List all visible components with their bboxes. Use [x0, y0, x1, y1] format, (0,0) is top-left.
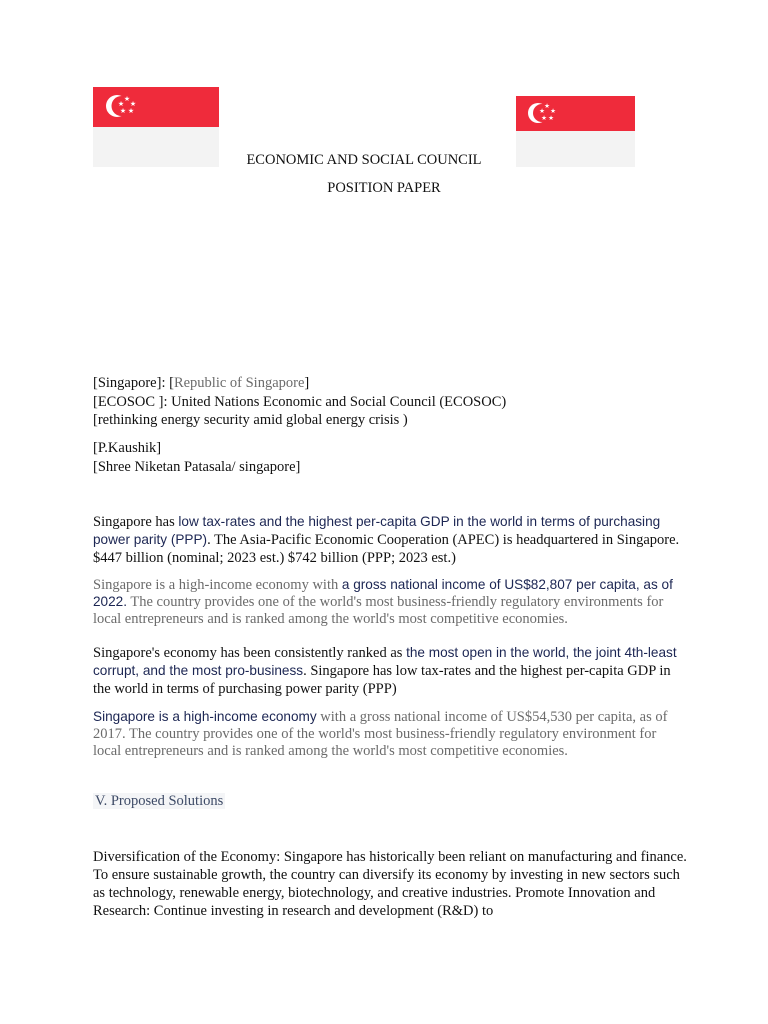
p2-text-c: The country provides one of the world's most business-friendly regulatory environments for local entrepreneurs and is ranked among the world's most competitive economies. [93, 593, 664, 627]
p1-text-a: Singapore has [93, 514, 179, 530]
paragraph-3 [93, 644, 683, 698]
school-name: [Shree Niketan Patasala/ singapore] [93, 458, 301, 475]
svg-text:★: ★ [123, 95, 131, 103]
country-close: ] [304, 375, 310, 391]
paragraph-2 [93, 577, 683, 627]
meta-block [93, 374, 683, 430]
p1-text-c: . The Asia-Pacific Economic Cooperation (APEC) is headquartered in Singapore. $447 billion (nominal; 2023 est.) $742 billion (PPP; 2023 est.) [93, 532, 680, 566]
p3-text-a: Singapore's economy has been consistently ranked as [93, 645, 407, 661]
country-full-name: Republic of Singapore [173, 375, 305, 391]
paragraph-1 [93, 513, 683, 567]
p3-text-b: the most open in the world, the joint 4th-least corrupt, and the most pro-business [93, 645, 677, 678]
svg-text:★: ★ [544, 102, 550, 110]
document-subtitle: POSITION PAPER [327, 180, 441, 196]
svg-text:★: ★ [129, 100, 137, 108]
p4-text-a: Singapore is a high-income economy [93, 709, 317, 724]
document-title: ECONOMIC AND SOCIAL COUNCIL [246, 152, 482, 168]
svg-text:★: ★ [119, 107, 127, 115]
paragraph-5: Diversification of the Economy: Singapore has historically been reliant on manufacturing and finance. To ensure sustainable growth, the country can diversify its economy by investing in new sectors such as technology, renewable energy, biotechnology, and creative industries. Promote Innovation and Research: Continue investing in research and development (R&D) to [93, 849, 687, 919]
p3-text-c: . Singapore has low tax-rates and the highest per-capita GDP in the world in terms of purchasing power parity (PPP) [93, 663, 671, 697]
section-heading [93, 792, 683, 811]
section-heading-text: V. Proposed Solutions [95, 793, 224, 809]
svg-text:★: ★ [117, 100, 125, 108]
p2-text-a: Singapore is a high-income economy with [93, 577, 342, 593]
delegate-name: [P.Kaushik] [93, 440, 162, 456]
p4-text-b: with a gross national income of US$54,530 per capita, as of 2017. The country provides one of the world's most business-friendly regulatory environment for local entrepreneurs and is ranked among the world's most competitive economies. [93, 709, 668, 759]
svg-text:★: ★ [548, 114, 554, 122]
country-label: [Singapore]: [ [93, 375, 174, 391]
paragraph-4 [93, 709, 683, 759]
delegate-block [93, 439, 683, 476]
svg-text:★: ★ [550, 107, 556, 115]
p2-text-b: a gross national income of US$82,807 per capita, as of 2022. [93, 577, 673, 609]
p1-text-b: low tax-rates and the highest per-capita GDP in the world in terms of purchasing power parity (PPP) [93, 514, 661, 547]
svg-text:★: ★ [539, 107, 545, 115]
svg-text:★: ★ [127, 107, 135, 115]
country-line [93, 374, 683, 393]
svg-text:★: ★ [541, 114, 547, 122]
committee-line: [ECOSOC ]: United Nations Economic and Social Council (ECOSOC) [93, 393, 507, 410]
topic-line: [rethinking energy security amid global energy crisis ) [93, 412, 408, 428]
